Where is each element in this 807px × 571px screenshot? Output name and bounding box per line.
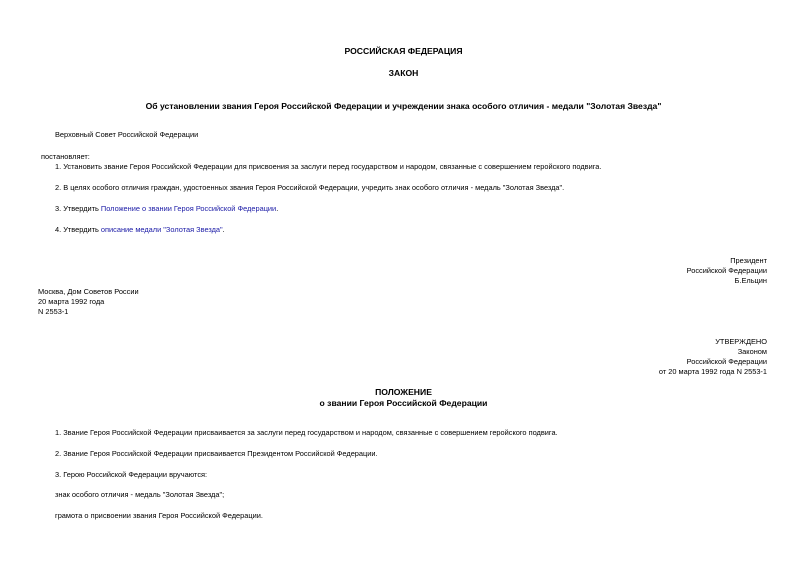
approved-stamp: УТВЕРЖДЕНО	[715, 337, 767, 346]
article-1: 1. Установить звание Героя Российской Федерации для присвоения за заслуги перед государством и народом, связанные с совершением геройского подвига.	[55, 162, 602, 171]
resolves-text: постановляет:	[41, 152, 90, 161]
law-number: N 2553-1	[38, 307, 69, 316]
approved-country: Российской Федерации	[686, 357, 767, 366]
approved-by: Законом	[737, 347, 767, 356]
article-4-prefix: 4. Утвердить	[55, 225, 101, 234]
place-text: Москва, Дом Советов России	[38, 287, 139, 296]
regulation-subtitle: о звании Героя Российской Федерации	[319, 398, 488, 408]
article-3	[55, 204, 278, 214]
signature-name: Б.Ельцин	[734, 276, 767, 285]
regulation-paragraph-3: 3. Герою Российской Федерации вручаются:	[55, 470, 208, 479]
law-title: Об установлении звания Героя Российской Федерации и учреждении знака особого отличия - медали "Золотая Звезда"	[145, 101, 662, 111]
date-text: 20 марта 1992 года	[38, 297, 105, 306]
regulation-paragraph-4: знак особого отличия - медаль "Золотая Звезда";	[55, 490, 225, 499]
regulation-title: ПОЛОЖЕНИЕ	[375, 387, 432, 397]
regulation-paragraph-5: грамота о присвоении звания Героя Российской Федерации.	[55, 511, 263, 520]
country-heading: РОССИЙСКАЯ ФЕДЕРАЦИЯ	[344, 46, 463, 56]
article-2: 2. В целях особого отличия граждан, удостоенных звания Героя Российской Федерации, учредить знак особого отличия - медаль "Золотая Звезда".	[55, 183, 565, 192]
article-4	[55, 225, 225, 235]
article-4-suffix: .	[222, 225, 225, 234]
medal-description-link[interactable]: описание медали "Золотая Звезда"	[100, 225, 223, 234]
article-3-prefix: 3. Утвердить	[55, 204, 101, 213]
regulation-paragraph-1: 1. Звание Героя Российской Федерации присваивается за заслуги перед государством и народом, связанные с совершением геройского подвига.	[55, 428, 558, 437]
doc-type-heading: ЗАКОН	[388, 68, 419, 78]
regulation-link[interactable]: Положение о звании Героя Российской Федерации	[100, 204, 277, 213]
signature-position: Президент	[730, 256, 767, 265]
regulation-paragraph-2: 2. Звание Героя Российской Федерации присваивается Президентом Российской Федерации.	[55, 449, 378, 458]
approved-date: от 20 марта 1992 года N 2553-1	[658, 367, 767, 376]
issuer-text: Верховный Совет Российской Федерации	[55, 130, 199, 139]
article-3-suffix: .	[276, 204, 279, 213]
signature-country: Российской Федерации	[686, 266, 767, 275]
